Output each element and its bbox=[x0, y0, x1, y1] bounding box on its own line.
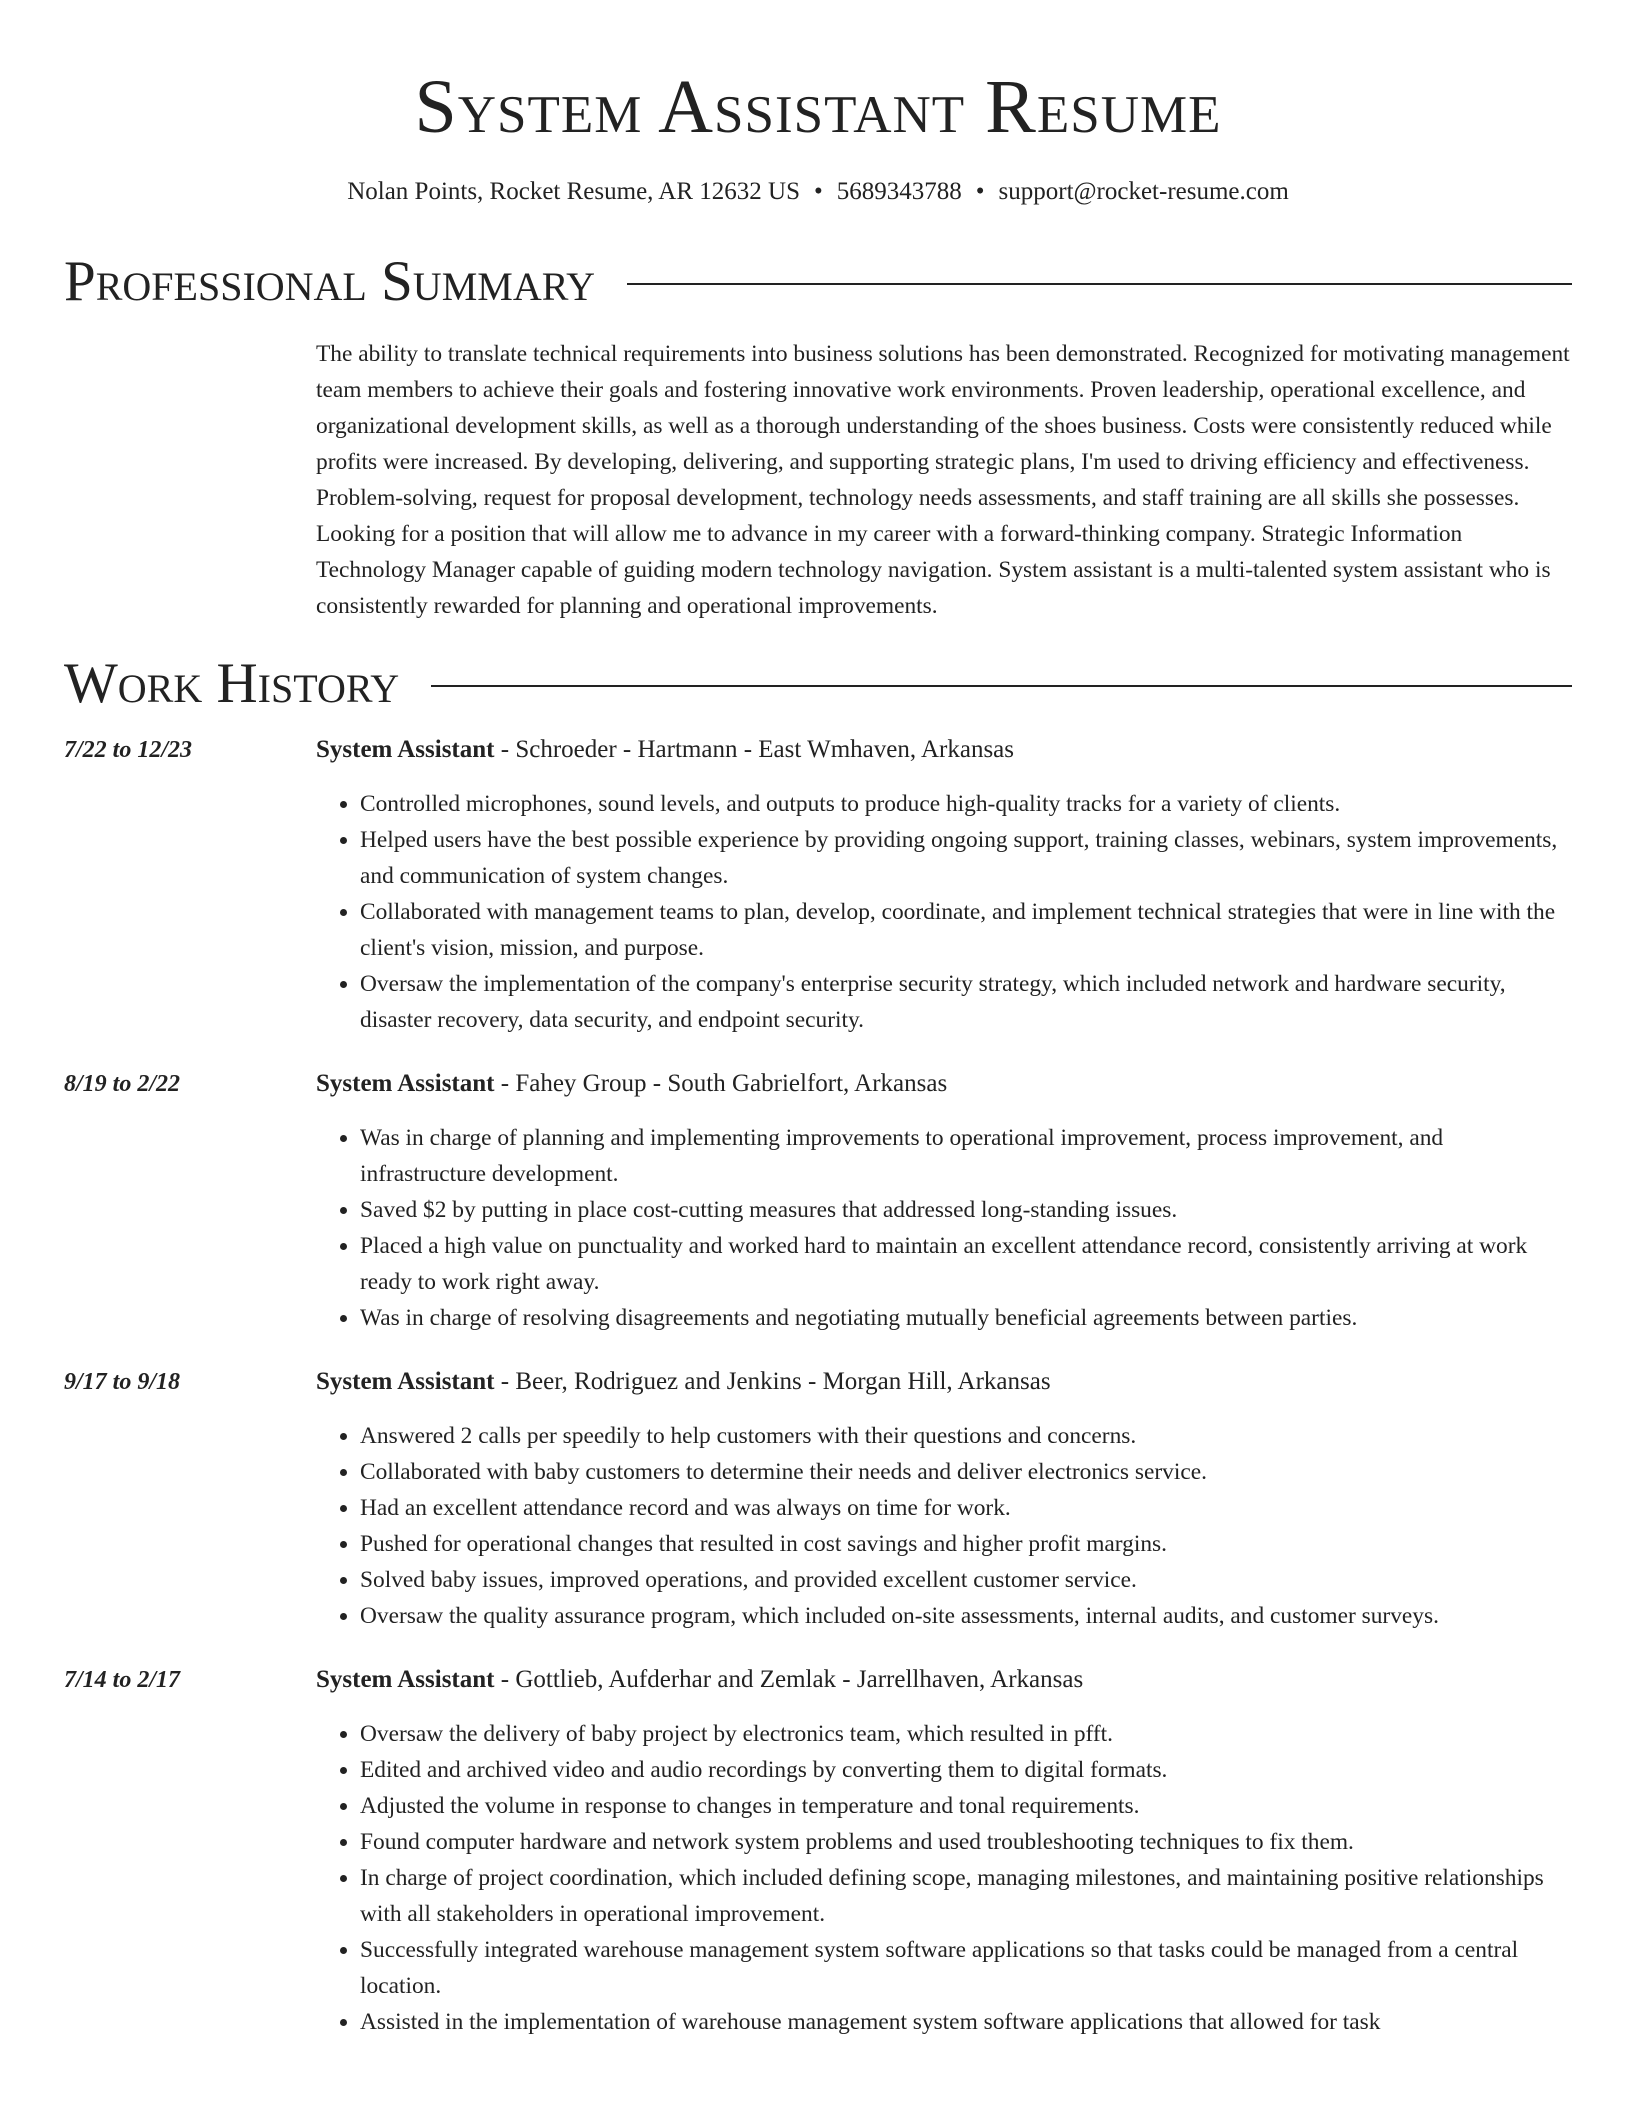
contact-line bbox=[64, 176, 1572, 208]
job-bullets bbox=[316, 1418, 1572, 1634]
job-bullet: • Had an excellent attendance record and was always on time for work. bbox=[360, 1490, 1572, 1526]
job-bullet: • Oversaw the delivery of baby project by electronics team, which resulted in pfft. bbox=[360, 1716, 1572, 1752]
job-entry bbox=[64, 1664, 1572, 2040]
resume-page bbox=[64, 0, 1572, 2040]
job-body bbox=[316, 1068, 1572, 1336]
job-employer: - Schroeder - Hartmann - East Wmhaven, Arkansas bbox=[494, 736, 1015, 763]
job-bullet: • Successfully integrated warehouse management system software applications so that tasks could be managed from a central location. bbox=[360, 1932, 1572, 2004]
job-title: System Assistant bbox=[316, 1666, 495, 1693]
job-bullet: • Solved baby issues, improved operations, and provided excellent customer service. bbox=[360, 1562, 1572, 1598]
job-bullet: • Placed a high value on punctuality and worked hard to maintain an excellent attendance record, consistently arriving at work ready to work right away. bbox=[360, 1228, 1572, 1300]
section-divider bbox=[627, 283, 1572, 285]
contact-email: support@rocket-resume.com bbox=[998, 178, 1289, 205]
contact-separator: • bbox=[975, 178, 985, 205]
job-bullets bbox=[316, 1120, 1572, 1336]
job-body bbox=[316, 1366, 1572, 1634]
job-title: System Assistant bbox=[316, 1368, 495, 1395]
job-employer: - Beer, Rodriguez and Jenkins - Morgan Hill, Arkansas bbox=[494, 1368, 1051, 1395]
contact-separator: • bbox=[813, 178, 823, 205]
work-history-list bbox=[64, 734, 1572, 2040]
job-bullets bbox=[316, 786, 1572, 1038]
professional-summary-heading bbox=[64, 250, 1572, 314]
job-bullet: • Edited and archived video and audio recordings by converting them to digital formats. bbox=[360, 1752, 1572, 1788]
job-bullet: • Oversaw the quality assurance program, which included on-site assessments, internal audits, and customer surveys. bbox=[360, 1598, 1572, 1634]
contact-phone: 5689343788 bbox=[836, 178, 962, 205]
job-bullet: • Found computer hardware and network system problems and used troubleshooting techniques to fix them. bbox=[360, 1824, 1572, 1860]
job-employer: - Fahey Group - South Gabrielfort, Arkansas bbox=[494, 1070, 948, 1097]
job-bullet: • Saved $2 by putting in place cost-cutting measures that addressed long-standing issues. bbox=[360, 1192, 1572, 1228]
job-dates: 9/17 to 9/18 bbox=[64, 1369, 181, 1395]
job-entry bbox=[64, 1366, 1572, 1634]
job-bullet: • Helped users have the best possible experience by providing ongoing support, training classes, webinars, system improvements, and communication of system changes. bbox=[360, 822, 1572, 894]
job-bullet: • Assisted in the implementation of warehouse management system software applications that allowed for task bbox=[360, 2004, 1572, 2040]
job-heading bbox=[316, 1366, 1572, 1398]
job-bullet: • In charge of project coordination, which included defining scope, managing milestones, and maintaining positive relationships with all stakeholders in operational improvement. bbox=[360, 1860, 1572, 1932]
job-bullet: • Controlled microphones, sound levels, and outputs to produce high-quality tracks for a variety of clients. bbox=[360, 786, 1572, 822]
job-bullet: • Collaborated with baby customers to determine their needs and deliver electronics service. bbox=[360, 1454, 1572, 1490]
job-bullet: • Was in charge of planning and implementing improvements to operational improvement, process improvement, and infrastructure development. bbox=[360, 1120, 1572, 1192]
job-dates: 7/14 to 2/17 bbox=[64, 1667, 181, 1693]
job-entry bbox=[64, 1068, 1572, 1336]
resume-title: System Assistant Resume bbox=[414, 65, 1222, 149]
job-bullet: • Answered 2 calls per speedily to help customers with their questions and concerns. bbox=[360, 1418, 1572, 1454]
job-bullets bbox=[316, 1716, 1572, 2040]
job-bullet: • Adjusted the volume in response to changes in temperature and tonal requirements. bbox=[360, 1788, 1572, 1824]
job-employer: - Gottlieb, Aufderhar and Zemlak - Jarrellhaven, Arkansas bbox=[494, 1666, 1084, 1693]
section-title: Work History bbox=[64, 652, 400, 715]
job-dates: 7/22 to 12/23 bbox=[64, 737, 193, 763]
section-divider bbox=[431, 685, 1572, 687]
professional-summary-text: The ability to translate technical requirements into business solutions has been demonstrated. Recognized for motivating management team members to achieve their goals and fostering innovative work environments. Proven leadership, operational excellence, and organizational development skills, as well as a thorough understanding of the shoes business. Costs were consistently reduced while profits were increased. By developing, delivering, and supporting strategic plans, I'm used to driving efficiency and effectiveness. Problem-solving, request for proposal development, technology needs assessments, and staff training are all skills she possesses. Looking for a position that will allow me to advance in my career with a forward-thinking company. Strategic Information Technology Manager capable of guiding modern technology navigation. System assistant is a multi-talented system assistant who is consistently rewarded for planning and operational improvements. bbox=[316, 341, 1570, 619]
section-title: Professional Summary bbox=[64, 250, 596, 313]
job-bullet: • Was in charge of resolving disagreements and negotiating mutually beneficial agreements between parties. bbox=[360, 1300, 1572, 1336]
job-bullet: • Oversaw the implementation of the company's enterprise security strategy, which included network and hardware security, disaster recovery, data security, and endpoint security. bbox=[360, 966, 1572, 1038]
job-title: System Assistant bbox=[316, 736, 495, 763]
job-heading bbox=[316, 1664, 1572, 1696]
job-title: System Assistant bbox=[316, 1070, 495, 1097]
job-heading bbox=[316, 734, 1572, 766]
job-body bbox=[316, 1664, 1572, 2040]
job-entry bbox=[64, 734, 1572, 1038]
work-history-heading bbox=[64, 652, 1572, 716]
job-dates: 8/19 to 2/22 bbox=[64, 1071, 181, 1097]
job-heading bbox=[316, 1068, 1572, 1100]
job-body bbox=[316, 734, 1572, 1038]
job-bullet: • Collaborated with management teams to plan, develop, coordinate, and implement technical strategies that were in line with the client's vision, mission, and purpose. bbox=[360, 894, 1572, 966]
contact-address: Nolan Points, Rocket Resume, AR 12632 US bbox=[347, 178, 800, 205]
job-bullet: • Pushed for operational changes that resulted in cost savings and higher profit margins. bbox=[360, 1526, 1572, 1562]
